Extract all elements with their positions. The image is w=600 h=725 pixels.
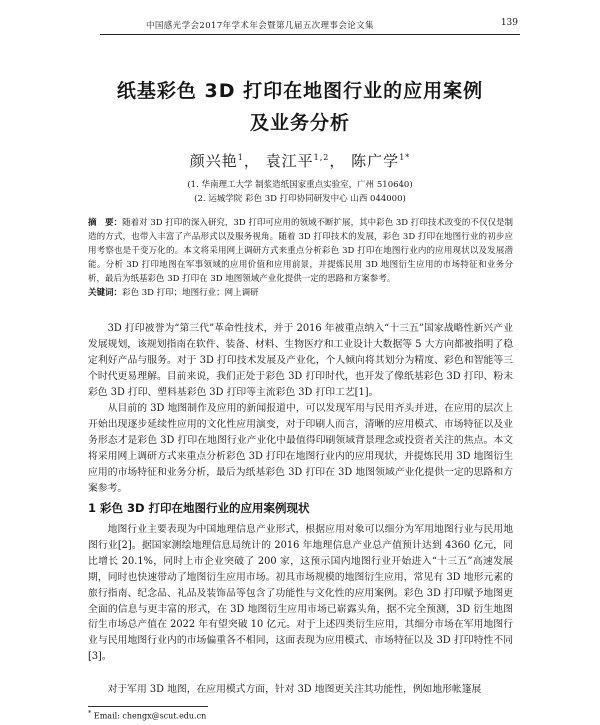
affiliation-2: (2. 运城学院 彩色 3D 打印协同研发中心 山西 044000) (194, 194, 406, 204)
abstract (88, 216, 513, 286)
author-list (60, 150, 540, 171)
affiliation-1: (1. 华南理工大学 制浆造纸国家重点实验室，广州 510640) (187, 180, 413, 190)
author-separator: ， (329, 152, 346, 170)
paper-title-line-1: 纸基彩色 3D 打印在地图行业的应用案例 (116, 80, 484, 102)
running-head-text: 中国感光学会2017年学术年会暨第几届五次理事会论文集 (146, 21, 374, 31)
author-affil-mark: 1* (399, 153, 411, 162)
author-affil-mark: 1,2 (313, 153, 330, 162)
footnote-rule (88, 706, 208, 707)
footnote-marker: * (88, 709, 92, 717)
running-head (100, 18, 520, 35)
keywords-label: 关键词： (88, 288, 123, 298)
author-affil-mark: 1 (237, 153, 244, 162)
author-name: 颜兴艳 (189, 152, 238, 170)
paper-title-line-2: 及业务分析 (249, 112, 350, 134)
footnote-email: Email: chengx@scut.edu.cn (93, 711, 207, 721)
body-paragraph-3: 地图行业主要表现为中国地理信息产业形式，根据应用对象可以细分为军用地图行业与民用地图行业[2]。据国家测绘地理信息局统计的 2016 年地理信息产业总产值预计达到 4360 亿元，同比增长 20.1%，同时上市企业突破了 200 家，这预示国内地图行业开始进入“十三五”高速发展期，同时也快速带动了地图衍生应用市场。初具市场规模的地图衍生应用，常见有 3D 地形元素的旅行指南、纪念品、礼品及装饰品等包含了功能性与文化性的应用案例。彩色 3D 打印赋予地图更全面的信息与更丰富的形式，在 3D 地图衍生应用市场已崭露头角，据不完全预测，3D 衍生地图衍生市场总产值在 2022 年有望突破 10 亿元。对于上述四类衍生应用，其细分市场在军用地图行业与民用地图行业内的市场偏重各不相同，这面表现为应用模式、市场特征以及 3D 打印特性不同[3]。 (88, 524, 513, 663)
abstract-label: 摘 要： (88, 218, 123, 228)
abstract-text: 随着对 3D 打印的深入研究，3D 打印可应用的领域不断扩展，其中彩色 3D 打印技术改变的不仅仅是制造的方式，也带入丰富了产品形式以及服务视角。随着 3D 打印技术的发展，彩色 3D 打印在地图行业的初步应用考察也是千变万化的。本文将采用网上调研方式来重点分析彩色 3D 打印在地图行业内的应用现状以及发展潜能。分析 3D 打印地图在军事领域的应用价值和应用前景，并提炼民用 3D 地图衍生应用的市场特征和业务分析，最后为纸基彩色 3D 打印在 3D 地图领域产业化提供一定的思路和方案参考。 (88, 218, 513, 284)
body-paragraph-1: 3D 打印被誉为“第三代”革命性技术，并于 2016 年被重点纳入“十三五”国家战略性新兴产业发展规划，该规划指南在软件、装备、材料、生物医疗和工业设计大数据等 5 大方向都被指明了稳定利好产品与服务。对于 3D 打印技术发展及产业化，个人倾向将其划分为精度、彩色和智能等三个时代更易理解。目前来说，我们正处于彩色 3D 打印时代，也开发了像纸基彩色 3D 打印、粉末彩色 3D 打印、塑料基彩色 3D 打印等主流彩色 3D 打印工艺[1]。 (88, 323, 513, 398)
author-name: 袁江平 (265, 152, 314, 170)
body-paragraph-4: 对于军用 3D 地图，在应用模式方面，针对 3D 地图更关注其功能性，例如地形帐篷展 (107, 684, 482, 695)
keywords (88, 286, 513, 298)
section-heading-1: 1 彩色 3D 打印在地图行业的应用案例现状 (88, 501, 310, 515)
footnote (88, 709, 206, 721)
author-separator: ， (243, 152, 260, 170)
author-name: 陈广学 (351, 152, 400, 170)
body-paragraph-2: 从目前的 3D 地图制作及应用的新闻报道中，可以发现军用与民用齐头并进，在应用的层次上开始出现逐步延续性应用的文化性应用演变，对于印刷人而言，清晰的应用模式、市场特征以及业务形态才是彩色 3D 打印在地图行业产业化中最值得印刷领域背景理念或投资者关注的焦点。本文将采用网上调研方式来重点分析彩色 3D 打印在地图行业内的应用现状，并提炼民用 3D 地图衍生应用的市场特征和业务分析，最后为纸基彩色 3D 打印在 3D 地图领域产业化提供一定的思路和方案参考。 (88, 403, 513, 494)
keywords-text: 彩色 3D 打印；地图行业；网上调研 (122, 288, 259, 298)
page-number: 139 (500, 18, 518, 28)
